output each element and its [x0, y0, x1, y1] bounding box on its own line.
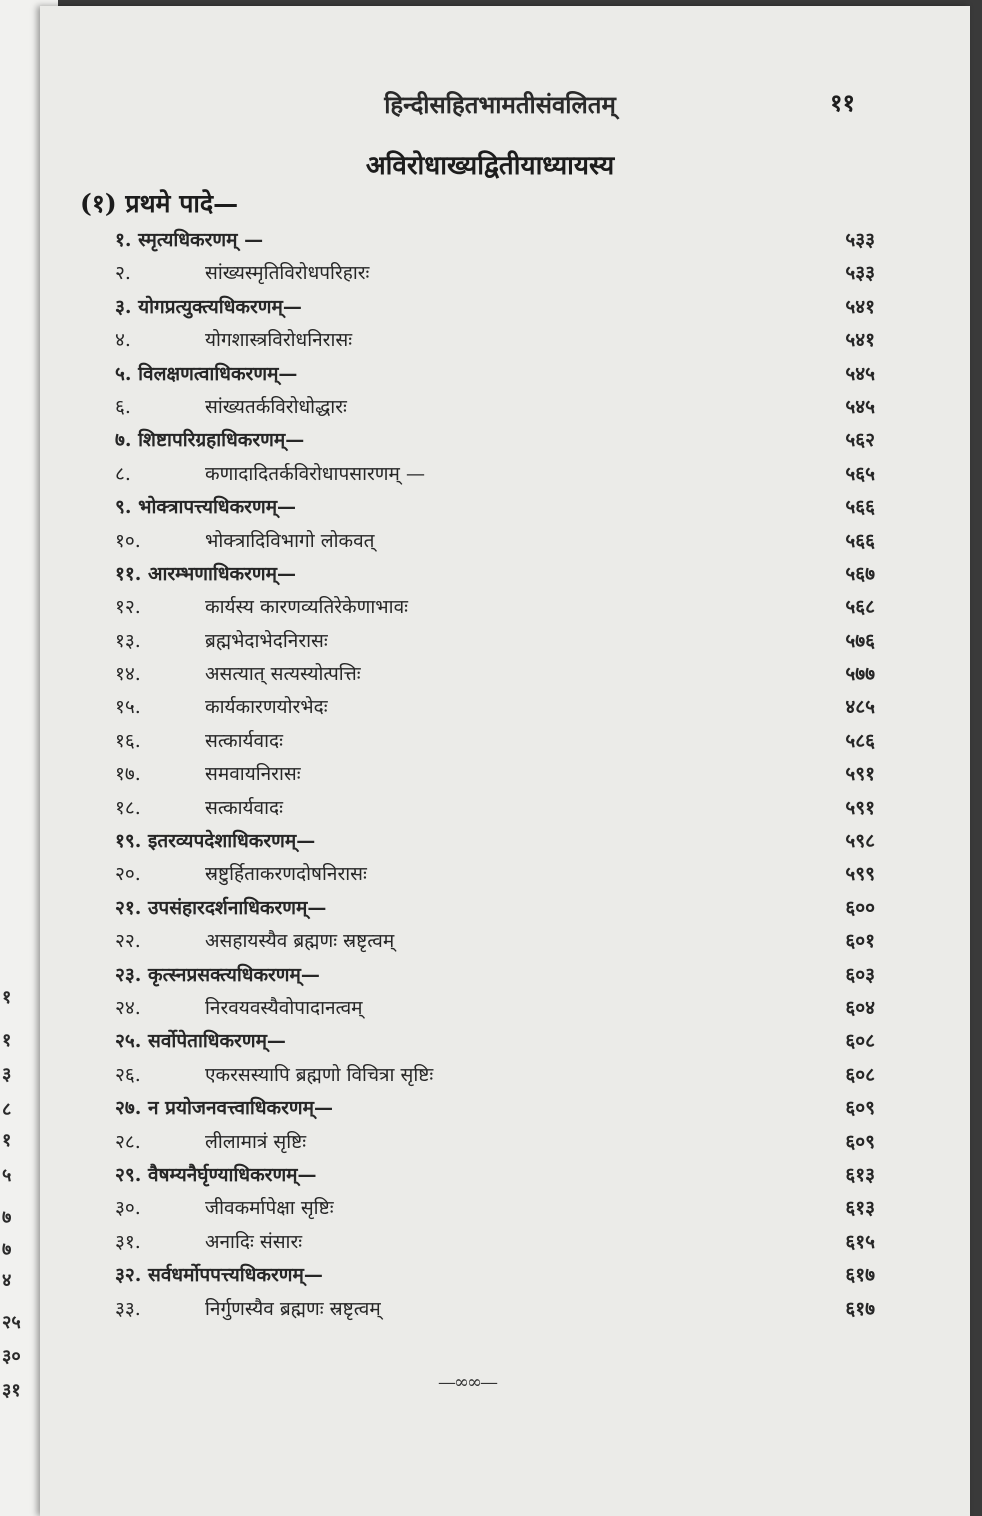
toc-entry-title: २५. सर्वोपेताधिकरणम्—: [115, 1030, 286, 1053]
toc-entry: [115, 1226, 875, 1259]
toc-entry: [115, 625, 875, 658]
toc-entry-number: १६.: [115, 729, 141, 752]
toc-entry: [115, 458, 875, 491]
toc-entry-number: १२.: [115, 596, 141, 619]
toc-entry-page: ६०१: [845, 930, 875, 953]
toc-entry: [115, 959, 875, 992]
section-heading: अविरोधाख्यद्वितीयाध्यायस्य: [365, 151, 615, 181]
toc-entry-page: ६०९: [845, 1097, 875, 1120]
toc-entry-page: ५६८: [845, 596, 875, 619]
toc-entry: [115, 324, 875, 357]
toc-entry: [115, 1192, 875, 1225]
toc-entry: [115, 825, 875, 858]
toc-entry-number: २४.: [115, 996, 141, 1019]
toc-entry-page: ६०३: [845, 963, 875, 986]
toc-entry-page: ५९१: [845, 763, 875, 786]
toc-entry-page: ५४१: [845, 329, 875, 352]
toc-entry: [115, 257, 875, 290]
toc-entry: [115, 224, 875, 257]
toc-entry: [115, 892, 875, 925]
toc-entry-page: ५६५: [845, 462, 875, 485]
strip-digit: १: [2, 987, 12, 1008]
toc-entry: [115, 1159, 875, 1192]
toc-entry-title: निरवयवस्यैवोपादानत्वम्: [205, 996, 363, 1019]
toc-entry-title: ९. भोक्त्रापत्त्यधिकरणम्—: [115, 496, 297, 519]
toc-entry-title: २७. न प्रयोजनवत्त्वाधिकरणम्—: [115, 1097, 333, 1120]
page-number: ११: [830, 88, 855, 117]
toc-entry: [115, 1293, 875, 1326]
toc-entry: [115, 792, 875, 825]
toc-entry-page: ६००: [845, 896, 875, 919]
toc-entry-title: असहायस्यैव ब्रह्मणः स्रष्टृत्वम्: [205, 930, 395, 953]
toc-entry-page: ५३३: [845, 229, 875, 251]
toc-entry: [115, 658, 875, 691]
toc-entry-title: ३२. सर्वधर्मोपपत्त्यधिकरणम्—: [115, 1264, 323, 1287]
toc-entry: [115, 591, 875, 624]
strip-digit: ३१: [2, 1380, 21, 1401]
toc-entry-number: ८.: [115, 462, 131, 485]
strip-digit: ३: [2, 1064, 12, 1085]
toc-entry-title: लीलामात्रं सृष्टिः: [205, 1130, 307, 1153]
toc-entry-page: ५४१: [845, 295, 875, 318]
toc-entry-number: १३.: [115, 629, 141, 652]
toc-entry-number: २८.: [115, 1130, 141, 1153]
toc-entry: [115, 1126, 875, 1159]
toc-entry-number: ३१.: [115, 1230, 141, 1253]
toc-entry-page: ६०८: [845, 1030, 875, 1053]
toc-entry-page: ५७६: [845, 629, 875, 652]
toc-entry-title: स्रष्टुर्हिताकरणदोषनिरासः: [205, 863, 367, 886]
toc-entry-title: २९. वैषम्यनैर्घृण्याधिकरणम्—: [115, 1163, 317, 1186]
toc-entry: [115, 391, 875, 424]
toc-entry-page: ५४५: [845, 395, 875, 418]
toc-entry-number: ३०.: [115, 1197, 141, 1220]
toc-entry-number: २६.: [115, 1063, 141, 1086]
strip-digit: ५: [2, 1165, 12, 1186]
toc-entry-page: ६१३: [845, 1163, 875, 1186]
toc-entry-number: १४.: [115, 663, 141, 686]
toc-entry-number: १०.: [115, 529, 141, 552]
toc-entry-page: ५६६: [845, 496, 875, 519]
toc-entry: [115, 691, 875, 724]
toc-entry-title: १. स्मृत्यधिकरणम् —: [115, 229, 264, 251]
strip-digit: १: [2, 1030, 12, 1051]
strip-digit: २५: [2, 1312, 21, 1333]
toc-entry-page: ६१३: [845, 1197, 875, 1220]
toc-entry: [115, 1025, 875, 1058]
toc-entry-page: ६०९: [845, 1130, 875, 1153]
toc-entry-page: ५९९: [845, 863, 875, 886]
toc-entry-title: सत्कार्यवादः: [205, 796, 283, 819]
table-of-contents: [115, 224, 875, 1326]
toc-entry-number: २.: [115, 262, 131, 285]
strip-digit: ४: [2, 1270, 12, 1291]
toc-entry-page: ६१७: [845, 1297, 875, 1320]
toc-entry-title: समवायनिरासः: [205, 763, 301, 786]
toc-entry-title: ७. शिष्टापरिग्रहाधिकरणम्—: [115, 429, 305, 452]
end-ornament: —∞∞—: [438, 1372, 496, 1393]
toc-entry-title: कणादादितर्कविरोधापसारणम् —: [205, 462, 425, 485]
toc-entry: [115, 992, 875, 1025]
toc-entry-title: अनादिः संसारः: [205, 1230, 303, 1253]
toc-entry-number: ४.: [115, 329, 131, 352]
toc-entry: [115, 1059, 875, 1092]
toc-entry: [115, 424, 875, 457]
toc-entry: [115, 291, 875, 324]
toc-entry-page: ६१५: [845, 1230, 875, 1253]
toc-entry-title: सत्कार्यवादः: [205, 729, 283, 752]
toc-entry-title: कार्यकारणयोरभेदः: [205, 696, 328, 719]
toc-entry-page: ५९८: [845, 830, 875, 853]
toc-entry-title: ५. विलक्षणत्वाधिकरणम्—: [115, 362, 298, 385]
toc-entry-page: ६०४: [845, 996, 875, 1019]
adjacent-page-strip: [0, 0, 40, 1516]
toc-entry: [115, 491, 875, 524]
toc-entry-title: भोक्त्रादिविभागो लोकवत्: [205, 529, 375, 552]
toc-entry-page: ६१७: [845, 1264, 875, 1287]
toc-entry-title: ३. योगप्रत्युक्त्यधिकरणम्—: [115, 295, 302, 318]
toc-entry-number: १५.: [115, 696, 141, 719]
strip-digit: ७: [2, 1239, 12, 1260]
toc-entry: [115, 1092, 875, 1125]
toc-entry-page: ५६७: [845, 562, 875, 585]
toc-entry-page: ४८५: [845, 696, 875, 719]
toc-entry-page: ५६६: [845, 529, 875, 552]
running-title: हिन्दीसहितभामतीसंवलितम्: [384, 90, 616, 119]
toc-entry: [115, 925, 875, 958]
toc-entry: [115, 558, 875, 591]
toc-entry: [115, 758, 875, 791]
toc-entry-page: ५८६: [845, 729, 875, 752]
toc-entry-number: ३३.: [115, 1297, 141, 1320]
toc-entry-page: ५३३: [845, 262, 875, 285]
toc-entry-title: जीवकर्मापेक्षा सृष्टिः: [205, 1197, 334, 1220]
toc-entry-number: २०.: [115, 863, 141, 886]
toc-entry-title: सांख्यस्मृतिविरोधपरिहारः: [205, 262, 370, 285]
toc-entry: [115, 858, 875, 891]
strip-digit: ७: [2, 1207, 12, 1228]
toc-entry-number: २२.: [115, 930, 141, 953]
toc-entry-number: १८.: [115, 796, 141, 819]
toc-entry-title: योगशास्त्रविरोधनिरासः: [205, 329, 353, 352]
toc-entry: [115, 1259, 875, 1292]
toc-entry-title: एकरसस्यापि ब्रह्मणो विचित्रा सृष्टिः: [205, 1063, 434, 1086]
toc-entry-title: ब्रह्मभेदाभेदनिरासः: [205, 629, 328, 652]
toc-entry-number: ६.: [115, 395, 131, 418]
toc-entry-page: ५९१: [845, 796, 875, 819]
book-page: [40, 6, 970, 1516]
strip-digit: ३०: [2, 1346, 21, 1367]
pada-heading: (१) प्रथमे पादे—: [80, 189, 239, 218]
toc-entry-page: ६०८: [845, 1063, 875, 1086]
toc-entry-number: १७.: [115, 763, 141, 786]
strip-digit: १: [2, 1130, 12, 1151]
toc-entry-title: १९. इतरव्यपदेशाधिकरणम्—: [115, 830, 316, 853]
toc-entry: [115, 525, 875, 558]
toc-entry-title: २३. कृत्स्नप्रसक्त्यधिकरणम्—: [115, 963, 320, 986]
toc-entry-title: सांख्यतर्कविरोधोद्धारः: [205, 395, 347, 418]
toc-entry-title: असत्यात् सत्यस्योत्पत्तिः: [205, 663, 361, 686]
toc-entry-title: कार्यस्य कारणव्यतिरेकेणाभावः: [205, 596, 408, 619]
toc-entry-title: ११. आरम्भणाधिकरणम्—: [115, 562, 296, 585]
toc-entry-page: ५६२: [845, 429, 875, 452]
toc-entry-page: ५७७: [845, 663, 875, 686]
strip-digit: ८: [2, 1099, 12, 1120]
toc-entry-page: ५४५: [845, 362, 875, 385]
toc-entry: [115, 358, 875, 391]
toc-entry: [115, 725, 875, 758]
toc-entry-title: निर्गुणस्यैव ब्रह्मणः स्रष्टृत्वम्: [205, 1297, 381, 1320]
toc-entry-title: २१. उपसंहारदर्शनाधिकरणम्—: [115, 896, 327, 919]
